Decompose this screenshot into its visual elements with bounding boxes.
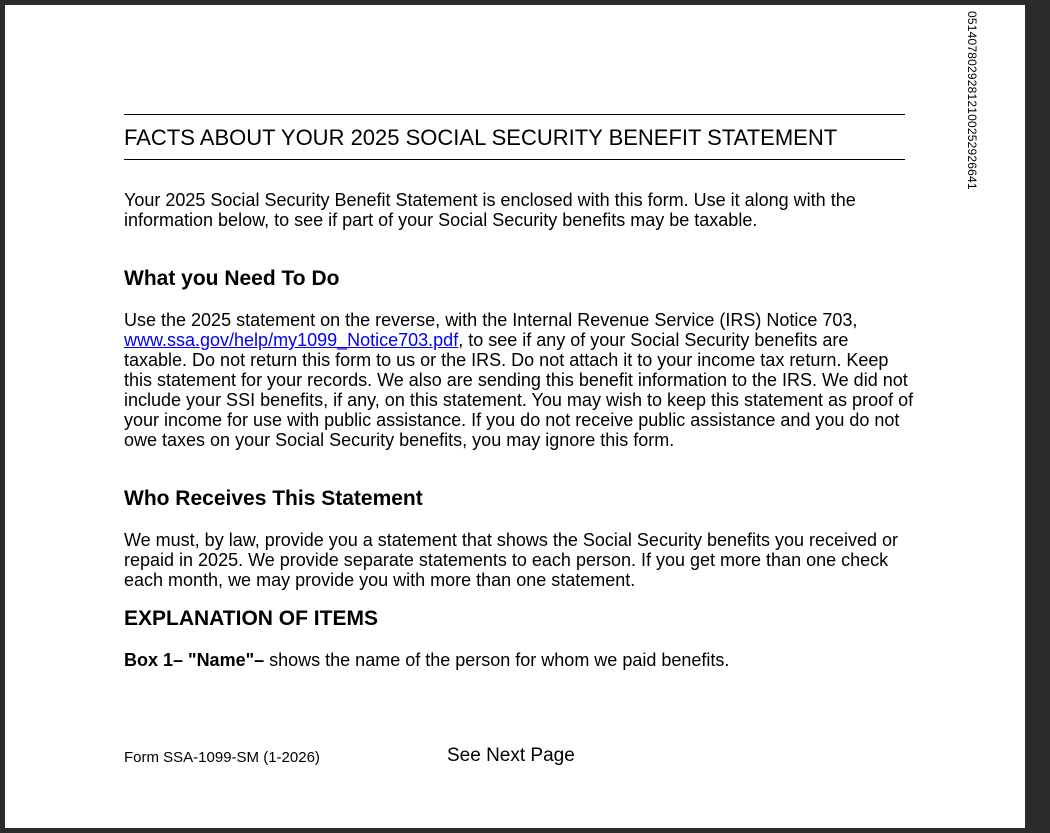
see-next-page: See Next Page: [447, 745, 575, 766]
intro-paragraph: Your 2025 Social Security Benefit Statement is enclosed with this form. Use it along with the information below, to see if part of your Social Security benefits may be taxable.: [124, 190, 856, 230]
page-title: FACTS ABOUT YOUR 2025 SOCIAL SECURITY BENEFIT STATEMENT: [124, 125, 838, 150]
document-page: [5, 5, 1025, 828]
heading-what-you-need-to-do: What you Need To Do: [124, 267, 340, 290]
box1-text: shows the name of the person for whom we paid benefits.: [264, 650, 730, 670]
form-identifier: Form SSA-1099-SM (1-2026): [124, 749, 320, 766]
barcode-number: 05140780292812100252926641: [965, 11, 979, 190]
notice-703-link[interactable]: www.ssa.gov/help/my1099_Notice703.pdf: [124, 330, 459, 350]
who-receives-paragraph: We must, by law, provide you a statement that shows the Social Security benefits you received or repaid in 2025. We provide separate statements to each person. If you get more than one check each month, we may provide you with more than one statement.: [124, 530, 899, 590]
title-block: [124, 114, 905, 160]
heading-who-receives: Who Receives This Statement: [124, 487, 423, 510]
what-to-do-text-start: Use the 2025 statement on the reverse, with the Internal Revenue Service (IRS) Notice 703,: [124, 310, 858, 330]
box1-paragraph: [124, 650, 914, 670]
what-to-do-text-end: , to see if any of your Social Security benefits are taxable. Do not return this form to us or the IRS. Do not attach it to your income tax return. Keep this statement for your records. We also are sending this benefit information to the IRS. We did not include your SSI benefits, if any, on this statement. You may wish to keep this statement as proof of your income for use with public assistance. If you do not receive public assistance and you do not owe taxes on your Social Security benefits, you may ignore this form.: [124, 330, 914, 450]
box1-label: Box 1– "Name"–: [124, 650, 265, 670]
what-to-do-paragraph: [124, 310, 914, 450]
heading-explanation-of-items: EXPLANATION OF ITEMS: [124, 607, 378, 630]
